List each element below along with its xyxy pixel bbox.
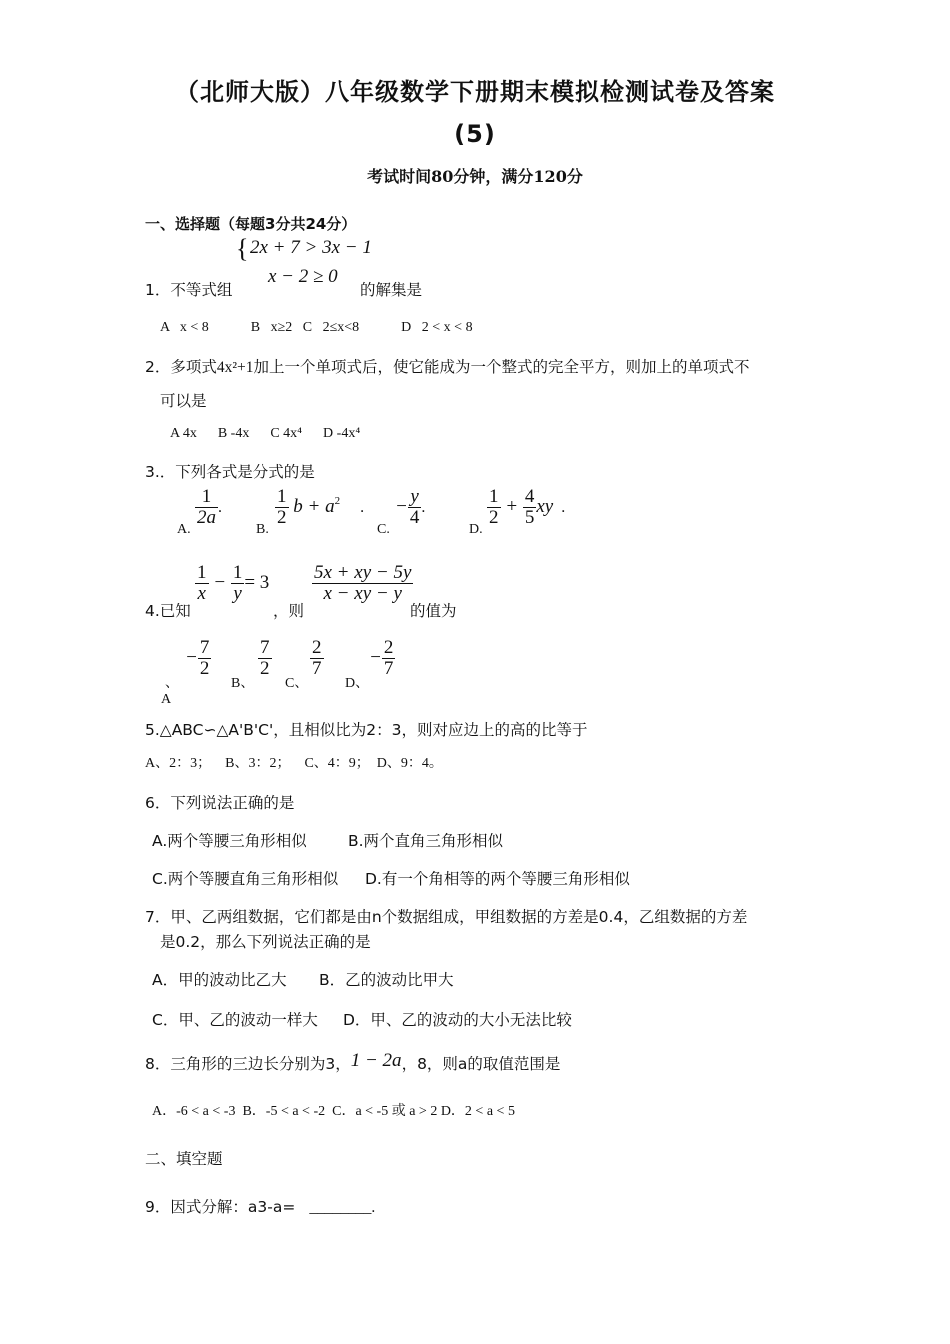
- question-6-stem: 6．下列说法正确的是: [145, 794, 295, 812]
- option-b-expression: $\frac{1}{2}$ $b + a^2$ .: [277, 486, 365, 528]
- q4-expr-denominator: x − xy − y: [312, 583, 413, 604]
- q2-pre: 2．多项式: [145, 358, 217, 376]
- q6-option-a: A.两个等腰三角形相似: [152, 832, 307, 850]
- q8-pre: 8．三角形的三边长分别为3，: [145, 1055, 351, 1073]
- option-c-label: C.: [377, 522, 390, 537]
- q2-polynomial: 4x²+1: [216, 359, 254, 376]
- q4-option-d: − $\frac{2}{7}$: [369, 637, 394, 679]
- question-9: [145, 1195, 375, 1217]
- q7-option-c: C．甲、乙的波动一样大: [152, 1011, 318, 1029]
- q4-given-rhs: = 3: [244, 571, 270, 593]
- q2-text: 加上一个单项式后，使它能成为一个整式的完全平方，则加上的单项式不: [253, 358, 750, 376]
- q4-expr-numerator: 5x + xy − 5y: [314, 562, 412, 583]
- exam-info: 考试时间80分钟，满分120分: [367, 167, 583, 186]
- question-1-options: A x < 8 B x≥2 C 2≤x<8 D 2 < x < 8: [160, 320, 473, 335]
- q4-given-equation: $\frac{1}{x}$ − $\frac{1}{y}$ = 3: [197, 562, 270, 604]
- q4-option-a: − $\frac{7}{2}$: [185, 637, 210, 679]
- q6-option-c: C.两个等腰直角三角形相似: [152, 870, 339, 888]
- inequality-1: 2x + 7 > 3x − 1: [250, 237, 372, 258]
- question-4-prefix: 4.已知: [145, 602, 191, 620]
- q4-expression: [312, 563, 413, 604]
- option-c-fraction: − $\frac{y}{4}$ .: [395, 486, 426, 528]
- q4-label-c: C、: [285, 676, 309, 691]
- question-7-line-2: 是0.2，那么下列说法正确的是: [160, 933, 371, 951]
- question-1-prefix: 1．不等式组: [145, 281, 233, 299]
- option-b-label: B.: [256, 522, 269, 537]
- option-a-label: A.: [177, 522, 191, 537]
- inequality-2: x − 2 ≥ 0: [268, 266, 338, 287]
- q4-label-b: B、: [231, 676, 255, 691]
- q7-option-b: B．乙的波动比甲大: [319, 971, 454, 989]
- q4-label-sep: 、: [165, 676, 179, 691]
- q4-option-b: $\frac{7}{2}$: [260, 637, 270, 679]
- q4-label-a: A: [161, 692, 172, 707]
- section-heading-choice: 一、选择题（每题3分共24分）: [145, 215, 357, 233]
- q7-option-d: D．甲、乙的波动的大小无法比较: [343, 1011, 572, 1029]
- option-d-label: D.: [469, 522, 483, 537]
- question-2-options: A 4x B -4x C 4x⁴ D -4x⁴: [170, 426, 361, 441]
- q4-label-d: D、: [345, 676, 370, 691]
- brace-symbol: {: [236, 234, 249, 263]
- question-2-line-2: 可以是: [160, 392, 207, 410]
- question-3-stem: 3.．下列各式是分式的是: [145, 463, 315, 481]
- question-8-options: A．-6 < a < -3 B．-5 < a < -2 C．a < -5 或 a > 2 D．2 < a < 5: [152, 1104, 515, 1119]
- question-4-mid: ，则: [273, 602, 305, 620]
- question-1-suffix: 的解集是: [360, 281, 423, 299]
- question-2-line-1: [145, 355, 750, 377]
- question-8-stem: [145, 1050, 560, 1074]
- question-5-stem: 5.△ABC∽△A'B'C'，且相似比为2：3，则对应边上的高的比等于: [145, 721, 588, 739]
- question-4-suffix: 的值为: [410, 602, 457, 620]
- q4-option-c: $\frac{2}{7}$: [312, 637, 322, 679]
- page-title: （北师大版）八年级数学下册期末模拟检测试卷及答案: [175, 78, 775, 106]
- q6-option-d: D.有一个角相等的两个等腰三角形相似: [365, 870, 630, 888]
- q6-option-b: B.两个直角三角形相似: [348, 832, 504, 850]
- option-d-expression: $\frac{1}{2}$ + $\frac{4}{5}$ xy .: [489, 486, 566, 528]
- section-heading-fill: 二、填空题: [145, 1150, 223, 1168]
- question-7-line-1: 7．甲、乙两组数据，它们都是由n个数据组成，甲组数据的方差是0.4，乙组数据的方差: [145, 908, 748, 926]
- q9-text: 9．因式分解：a3-a=: [145, 1198, 296, 1216]
- q8-post: ，8，则a的取值范围是: [401, 1055, 561, 1073]
- question-5-options: A、2：3； B、3：2； C、4：9； D、9：4。: [145, 756, 443, 771]
- page-title-number: (5): [454, 120, 496, 148]
- q9-answer-blank[interactable]: ________.: [309, 1199, 376, 1216]
- q7-option-a: A．甲的波动比乙大: [152, 971, 287, 989]
- option-a-fraction: $\frac{1}{2a}$ .: [197, 486, 222, 528]
- q8-expression: 1 − 2a: [350, 1050, 402, 1071]
